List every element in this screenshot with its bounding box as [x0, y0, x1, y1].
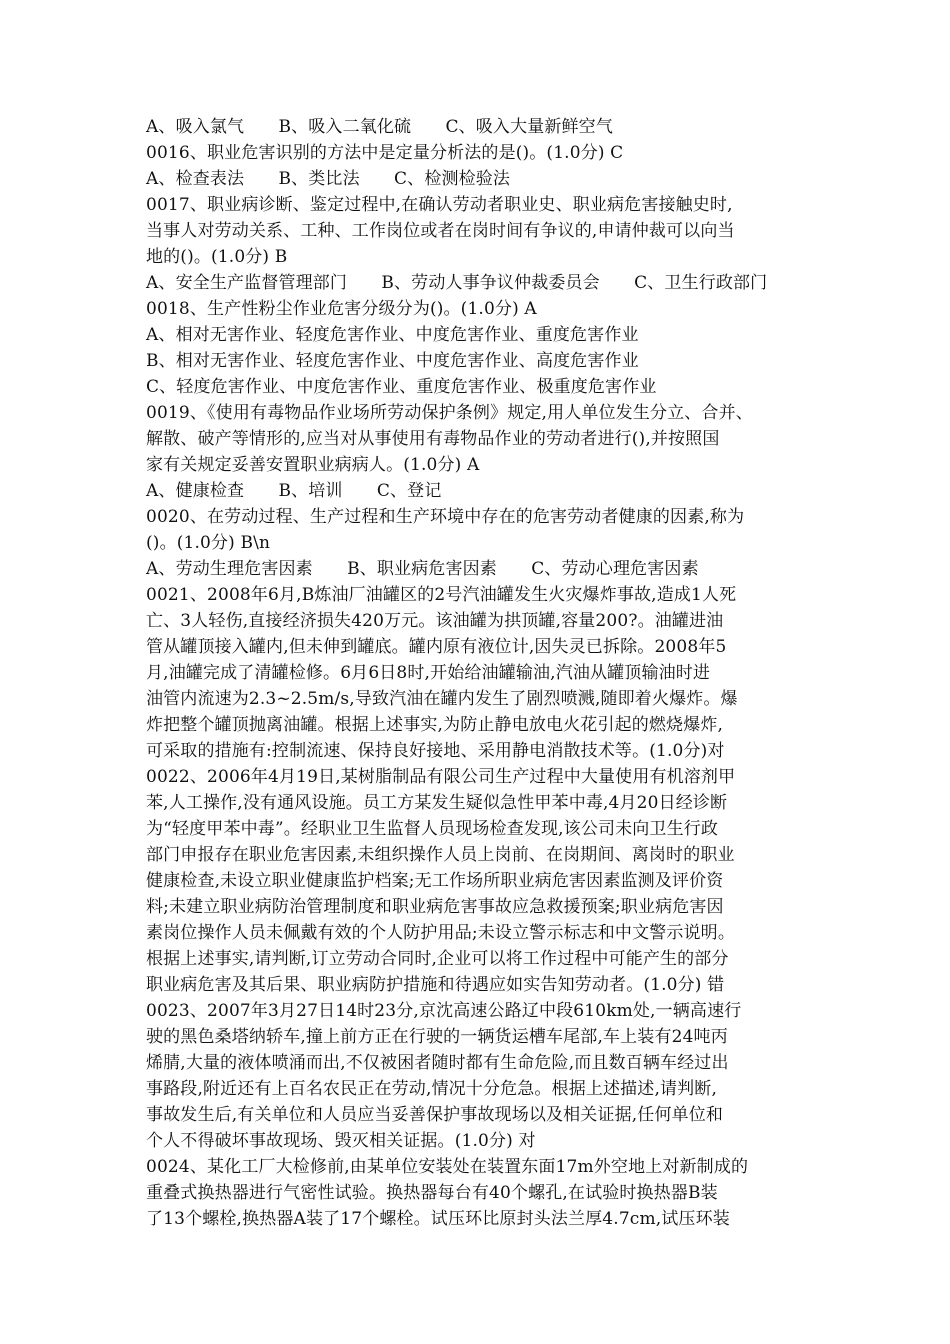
question-line: 料;未建立职业病防治管理制度和职业病危害事故应急救援预案;职业病危害因 [146, 897, 724, 917]
question-line: 0022、2006年4月19日,某树脂制品有限公司生产过程中大量使用有机溶剂甲 [146, 767, 736, 787]
document-page [146, 114, 818, 1232]
option-line: A、劳动生理危害因素 B、职业病危害因素 C、劳动心理危害因素 [146, 559, 699, 579]
question-line: 苯,人工操作,没有通风设施。员工方某发生疑似急性甲苯中毒,4月20日经诊断 [146, 793, 728, 813]
question-line: 油管内流速为2.3~2.5m/s,导致汽油在罐内发生了剧烈喷溅,随即着火爆炸。爆 [146, 689, 738, 709]
question-line: 事路段,附近还有上百名农民正在劳动,情况十分危急。根据上述描述,请判断, [146, 1079, 718, 1099]
question-line: 事故发生后,有关单位和人员应当妥善保护事故现场以及相关证据,任何单位和 [146, 1105, 724, 1125]
question-line: 烯腈,大量的液体喷涌而出,不仅被困者随时都有生命危险,而且数百辆车经过出 [146, 1053, 729, 1073]
question-line: 职业病危害及其后果、职业病防护措施和待遇应如实告知劳动者。(1.0分) 错 [146, 975, 725, 995]
question-line: 部门申报存在职业危害因素,未组织操作人员上岗前、在岗期间、离岗时的职业 [146, 845, 735, 865]
question-line: 0018、生产性粉尘作业危害分级分为()。(1.0分) A [146, 299, 537, 319]
question-line: 为“轻度甲苯中毒”。经职业卫生监督人员现场检查发现,该公司未向卫生行政 [146, 819, 719, 839]
question-line: 解散、破产等情形的,应当对从事使用有毒物品作业的劳动者进行(),并按照国 [146, 429, 720, 449]
question-line: 重叠式换热器进行气密性试验。换热器每台有40个螺孔,在试验时换热器B装 [146, 1183, 718, 1203]
question-line: 个人不得破坏事故现场、毁灭相关证据。(1.0分) 对 [146, 1131, 536, 1151]
option-line: A、健康检查 B、培训 C、登记 [146, 481, 442, 501]
question-line: 素岗位操作人员未佩戴有效的个人防护用品;未设立警示标志和中文警示说明。 [146, 923, 735, 943]
question-line: 了13个螺栓,换热器A装了17个螺栓。试压环比原封头法兰厚4.7cm,试压环装 [146, 1209, 730, 1229]
question-line: 可采取的措施有:控制流速、保持良好接地、采用静电消散技术等。(1.0分)对 [146, 741, 725, 761]
question-line: 健康检查,未设立职业健康监护档案;无工作场所职业病危害因素监测及评价资 [146, 871, 724, 891]
question-line: 0024、某化工厂大检修前,由某单位安装处在装置东面17m外空地上对新制成的 [146, 1157, 749, 1177]
question-line: 驶的黑色桑塔纳轿车,撞上前方正在行驶的一辆货运槽车尾部,车上装有24吨丙 [146, 1027, 728, 1047]
option-line: A、吸入氯气 B、吸入二氧化硫 C、吸入大量新鲜空气 [146, 117, 613, 137]
question-line: 地的()。(1.0分) B [146, 247, 288, 267]
option-line: A、检查表法 B、类比法 C、检测检验法 [146, 169, 511, 189]
question-line: 当事人对劳动关系、工种、工作岗位或者在岗时间有争议的,申请仲裁可以向当 [146, 221, 735, 241]
question-line: 0019、《使用有毒物品作业场所劳动保护条例》规定,用人单位发生分立、合并、 [146, 403, 753, 423]
question-line: 管从罐顶接入罐内,但未伸到罐底。罐内原有液位计,因失灵已拆除。2008年5 [146, 637, 727, 657]
question-line: 0020、在劳动过程、生产过程和生产环境中存在的危害劳动者健康的因素,称为 [146, 507, 745, 527]
question-line: 炸把整个罐顶抛离油罐。根据上述事实,为防止静电放电火花引起的燃烧爆炸, [146, 715, 724, 735]
option-line: A、相对无害作业、轻度危害作业、中度危害作业、重度危害作业 [146, 325, 639, 345]
question-line: 月,油罐完成了清罐检修。6月6日8时,开始给油罐输油,汽油从罐顶输油时进 [146, 663, 711, 683]
question-line: 家有关规定妥善安置职业病病人。(1.0分) A [146, 455, 480, 475]
question-line: 0016、职业危害识别的方法中是定量分析法的是()。(1.0分) C [146, 143, 624, 163]
question-line: 根据上述事实,请判断,订立劳动合同时,企业可以将工作过程中可能产生的部分 [146, 949, 729, 969]
question-line: 亡、3人轻伤,直接经济损失420万元。该油罐为拱顶罐,容量200?。油罐进油 [146, 611, 724, 631]
question-line: 0023、2007年3月27日14时23分,京沈高速公路辽中段610km处,一辆高速行 [146, 1001, 742, 1021]
option-line: C、轻度危害作业、中度危害作业、重度危害作业、极重度危害作业 [146, 377, 657, 397]
question-line: 0017、职业病诊断、鉴定过程中,在确认劳动者职业史、职业病危害接触史时, [146, 195, 733, 215]
option-line: A、安全生产监督管理部门 B、劳动人事争议仲裁委员会 C、卫生行政部门 [146, 273, 768, 293]
question-line: ()。(1.0分) B\n [146, 533, 271, 553]
question-line: 0021、2008年6月,B炼油厂油罐区的2号汽油罐发生火灾爆炸事故,造成1人死 [146, 585, 737, 605]
option-line: B、相对无害作业、轻度危害作业、中度危害作业、高度危害作业 [146, 351, 639, 371]
